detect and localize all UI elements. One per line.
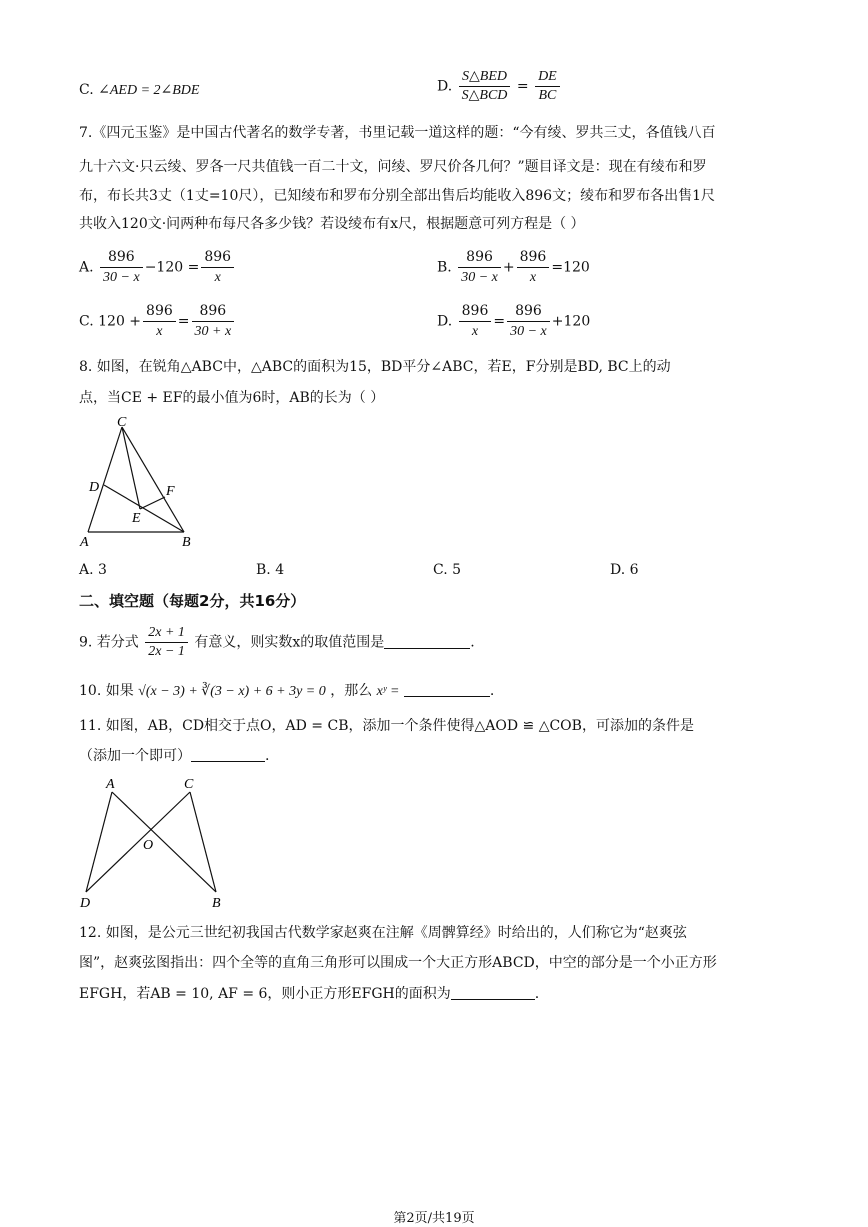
segment-ad bbox=[86, 792, 112, 892]
fraction-numerator: 896 bbox=[458, 247, 501, 268]
q10-middle: ，那么 bbox=[330, 683, 373, 699]
option-label: A. bbox=[79, 259, 94, 276]
fraction-numerator: 896 bbox=[517, 247, 550, 268]
label-c: C bbox=[184, 777, 194, 792]
operator: +120 bbox=[551, 313, 591, 330]
q9 bbox=[79, 624, 475, 661]
fraction-denominator: 30 − x bbox=[103, 270, 140, 285]
fraction-numerator: S△BED bbox=[459, 68, 511, 87]
option-label: C. bbox=[79, 82, 94, 98]
fraction-numerator: DE bbox=[535, 68, 560, 87]
fraction-numerator: 2x + 1 bbox=[145, 624, 188, 643]
label-o: O bbox=[143, 838, 154, 853]
fraction-denominator: BC bbox=[538, 88, 557, 103]
q7-line-4: 共收入120文·问两种布每尺各多少钱？若设绫布有x尺，根据题意可列方程是（ ） bbox=[79, 216, 585, 232]
option-label: C. bbox=[79, 313, 94, 330]
q10-prefix: 10. 如果 bbox=[79, 683, 134, 699]
fraction-denominator: 30 − x bbox=[510, 324, 547, 339]
fraction bbox=[458, 247, 501, 288]
q9-suffix: 有意义，则实数x的取值范围是 bbox=[194, 634, 385, 651]
label-c: C bbox=[117, 415, 127, 430]
operator: + bbox=[502, 259, 515, 276]
fraction bbox=[507, 301, 550, 342]
fraction-numerator: 896 bbox=[143, 301, 176, 322]
option-label: D. bbox=[437, 313, 453, 330]
q6-option-c bbox=[79, 82, 199, 99]
q8-line-1: 8. 如图，在锐角△ABC中，△ABC的面积为15，BD平分∠ABC，若E，F分别是BD, BC上的动 bbox=[79, 359, 671, 375]
fraction-denominator: 30 − x bbox=[461, 270, 498, 285]
fraction bbox=[459, 301, 492, 342]
fraction bbox=[517, 247, 550, 288]
operator: =120 bbox=[551, 259, 590, 276]
label-d: D bbox=[89, 480, 100, 495]
q6-d-left-fraction bbox=[459, 68, 511, 105]
segment-ab bbox=[112, 792, 216, 892]
q7-line-1: 7.《四元玉鉴》是中国古代著名的数学专著，书里记载一道这样的题：“今有绫、罗共三丈，各值钱八百 bbox=[79, 125, 716, 141]
fraction-numerator: 896 bbox=[192, 301, 235, 322]
label-e: E bbox=[132, 511, 141, 526]
segment-cd bbox=[86, 792, 190, 892]
q8-option-d: D. 6 bbox=[610, 562, 639, 578]
label-f: F bbox=[166, 484, 175, 499]
fraction-numerator: 896 bbox=[100, 247, 143, 268]
q7-option-c bbox=[79, 301, 236, 342]
q8-option-b: B. 4 bbox=[256, 562, 285, 578]
label-a: A bbox=[80, 535, 89, 550]
label-b: B bbox=[182, 535, 191, 550]
q6-d-right-fraction bbox=[535, 68, 560, 105]
q9-end: . bbox=[470, 634, 475, 651]
answer-blank[interactable] bbox=[384, 634, 470, 649]
q11-line-2-prefix: （添加一个即可） bbox=[79, 748, 191, 764]
operator: 120 + bbox=[98, 313, 142, 330]
answer-blank[interactable] bbox=[191, 747, 265, 762]
q9-fraction bbox=[145, 624, 188, 661]
q8-triangle-figure bbox=[74, 415, 204, 555]
answer-blank[interactable] bbox=[404, 682, 490, 697]
operator: −120 = bbox=[144, 259, 200, 276]
fraction bbox=[201, 247, 234, 288]
q10-end: . bbox=[489, 683, 495, 699]
fraction-denominator: S△BCD bbox=[461, 88, 508, 103]
equals-sign: = bbox=[516, 78, 529, 95]
q11-line-2 bbox=[79, 745, 269, 765]
q7-option-d bbox=[437, 301, 590, 342]
q12-line-3-end: . bbox=[534, 986, 540, 1002]
fraction-denominator: x bbox=[471, 324, 479, 339]
fraction-numerator: 896 bbox=[507, 301, 550, 322]
fraction-denominator: x bbox=[214, 270, 221, 285]
q12-line-3 bbox=[79, 983, 539, 1003]
fraction-denominator: x bbox=[529, 270, 537, 285]
q6-option-c-text: ∠AED = 2∠BDE bbox=[98, 83, 200, 98]
q6-option-d bbox=[437, 68, 562, 105]
fraction bbox=[143, 301, 176, 342]
page-footer: 第2页/共19页 bbox=[393, 1211, 475, 1226]
option-label: B. bbox=[437, 259, 452, 276]
fraction-denominator: x bbox=[156, 324, 163, 339]
operator: = bbox=[493, 313, 506, 330]
q12-line-2: 图”，赵爽弦图指出：四个全等的直角三角形可以围成一个大正方形ABCD，中空的部分是一个小正方形 bbox=[79, 955, 717, 971]
fraction-denominator: 2x − 1 bbox=[148, 644, 185, 659]
q11-line-2-end: . bbox=[265, 748, 270, 764]
label-d: D bbox=[80, 896, 91, 911]
q10-expression: √(x − 3) + ∛(3 − x) + 6 + 3y = 0 bbox=[138, 684, 326, 699]
segment-cb bbox=[190, 792, 216, 892]
fraction bbox=[192, 301, 235, 342]
q8-option-c: C. 5 bbox=[433, 562, 462, 578]
q7-option-b bbox=[437, 247, 590, 288]
fraction-numerator: 896 bbox=[201, 247, 234, 268]
q10 bbox=[79, 680, 494, 700]
q11-line-1: 11. 如图，AB，CD相交于点O，AD = CB，添加一个条件使得△AOD ≌ △COB，可添加的条件是 bbox=[79, 718, 694, 734]
operator: = bbox=[177, 313, 190, 330]
q7-option-a bbox=[79, 247, 236, 288]
option-label: D. bbox=[437, 78, 453, 95]
q7-line-3: 布，布长共3丈（1丈=10尺），已知绫布和罗布分别全部出售后均能收入896文；绫布和罗布各出售1尺 bbox=[79, 188, 715, 204]
q8-option-a: A. 3 bbox=[79, 562, 107, 578]
fraction-denominator: 30 + x bbox=[194, 324, 232, 339]
q9-prefix: 9. 若分式 bbox=[79, 634, 139, 651]
q8-line-2: 点，当CE + EF的最小值为6时，AB的长为（ ） bbox=[79, 390, 385, 406]
q11-bowtie-figure bbox=[76, 772, 226, 912]
q10-target: xʸ = bbox=[376, 684, 400, 699]
fraction bbox=[100, 247, 143, 288]
label-b: B bbox=[212, 896, 221, 911]
section-heading: 二、填空题（每题2分，共16分） bbox=[79, 592, 306, 610]
label-a: A bbox=[106, 777, 115, 792]
fraction-numerator: 896 bbox=[459, 301, 492, 322]
answer-blank[interactable] bbox=[451, 985, 535, 1000]
q7-line-2: 九十六文·只云绫、罗各一尺共值钱一百二十文，问绫、罗尺价各几何？”题目译文是：现在有绫布和罗 bbox=[79, 159, 707, 175]
segment-ef bbox=[140, 497, 165, 509]
q12-line-1: 12. 如图，是公元三世纪初我国古代数学家赵爽在注解《周髀算经》时给出的，人们称它为“赵爽弦 bbox=[79, 925, 687, 941]
q12-line-3-prefix: EFGH，若AB = 10, AF = 6，则小正方形EFGH的面积为 bbox=[79, 986, 451, 1002]
